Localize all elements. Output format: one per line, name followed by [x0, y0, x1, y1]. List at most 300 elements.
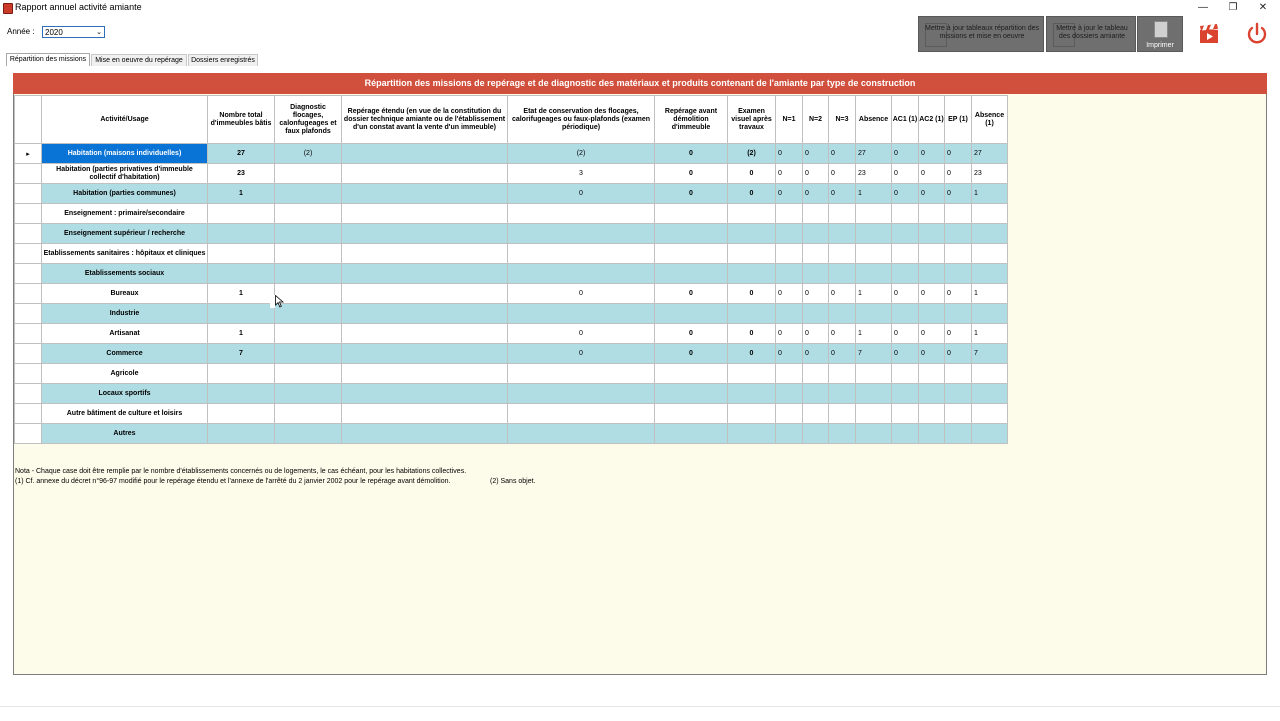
cell-reperage-etendu[interactable] — [342, 204, 508, 224]
cell-n1[interactable]: 0 — [776, 164, 803, 184]
cell-ep[interactable] — [945, 244, 972, 264]
cell-etat-conservation[interactable] — [508, 404, 655, 424]
cell-etat-conservation[interactable] — [508, 424, 655, 444]
cell-n3[interactable] — [829, 424, 856, 444]
cell-activite[interactable]: Artisanat — [42, 324, 208, 344]
cell-n1[interactable] — [776, 404, 803, 424]
cell-ac1[interactable] — [892, 264, 919, 284]
cell-absence-2[interactable] — [972, 424, 1008, 444]
cell-absence[interactable] — [856, 364, 892, 384]
cell-activite[interactable]: Locaux sportifs — [42, 384, 208, 404]
cell-reperage-etendu[interactable] — [342, 304, 508, 324]
col-examen-visuel[interactable]: Examen visuel après travaux — [728, 96, 776, 144]
cell-absence[interactable]: 7 — [856, 344, 892, 364]
cell-n3[interactable]: 0 — [829, 284, 856, 304]
table-row[interactable] — [15, 164, 1008, 184]
cell-ac2[interactable] — [919, 424, 945, 444]
cell-examen-visuel[interactable] — [728, 384, 776, 404]
cell-n2[interactable]: 0 — [803, 144, 829, 164]
cell-absence-2[interactable] — [972, 384, 1008, 404]
cell-n3[interactable] — [829, 364, 856, 384]
cell-absence[interactable] — [856, 424, 892, 444]
cell-n3[interactable] — [829, 304, 856, 324]
cell-n3[interactable]: 0 — [829, 184, 856, 204]
cell-ac2[interactable]: 0 — [919, 144, 945, 164]
cell-reperage-demolition[interactable] — [655, 404, 728, 424]
cell-reperage-demolition[interactable]: 0 — [655, 184, 728, 204]
cell-reperage-etendu[interactable] — [342, 344, 508, 364]
cell-ep[interactable] — [945, 304, 972, 324]
cell-ep[interactable]: 0 — [945, 284, 972, 304]
mouse-cursor-icon — [270, 295, 284, 308]
cell-activite[interactable]: Industrie — [42, 304, 208, 324]
power-icon[interactable] — [1245, 22, 1269, 46]
cell-ac1[interactable]: 0 — [892, 184, 919, 204]
cell-n2[interactable] — [803, 264, 829, 284]
cell-etat-conservation[interactable]: 0 — [508, 284, 655, 304]
cell-absence-2[interactable] — [972, 264, 1008, 284]
cell-n2[interactable] — [803, 384, 829, 404]
cell-diagnostic[interactable] — [275, 364, 342, 384]
year-select[interactable] — [42, 26, 105, 38]
cell-absence[interactable]: 27 — [856, 144, 892, 164]
cell-etat-conservation[interactable]: (2) — [508, 144, 655, 164]
cell-diagnostic[interactable] — [275, 224, 342, 244]
cell-ac1[interactable]: 0 — [892, 324, 919, 344]
row-pointer-icon[interactable]: ▸ — [15, 144, 42, 164]
cell-ac2[interactable] — [919, 384, 945, 404]
cell-total[interactable] — [208, 304, 275, 324]
cell-diagnostic[interactable] — [275, 284, 342, 304]
table-row[interactable] — [15, 204, 1008, 224]
cell-n1[interactable] — [776, 424, 803, 444]
row-header[interactable] — [15, 384, 42, 404]
print-label: Imprimer — [1146, 42, 1174, 49]
cell-ac2[interactable] — [919, 204, 945, 224]
chevron-down-icon: ⌄ — [96, 29, 102, 36]
year-value: 2020 — [45, 28, 63, 37]
cell-etat-conservation[interactable] — [508, 224, 655, 244]
cell-reperage-etendu[interactable] — [342, 264, 508, 284]
cell-reperage-etendu[interactable] — [342, 424, 508, 444]
cell-n1[interactable] — [776, 204, 803, 224]
cell-absence[interactable] — [856, 244, 892, 264]
cell-ac1[interactable] — [892, 424, 919, 444]
note-sans-objet: (2) Sans objet. — [490, 478, 536, 485]
table-row[interactable] — [15, 404, 1008, 424]
cell-examen-visuel[interactable] — [728, 224, 776, 244]
table-banner: Répartition des missions de repérage et de diagnostic des matériaux et produits contenant de l'amiante par type de construction — [13, 73, 1267, 94]
row-header[interactable] — [15, 304, 42, 324]
cell-ac1[interactable] — [892, 224, 919, 244]
cell-n3[interactable]: 0 — [829, 324, 856, 344]
cell-examen-visuel[interactable]: 0 — [728, 184, 776, 204]
cell-diagnostic[interactable] — [275, 264, 342, 284]
row-header[interactable] — [15, 344, 42, 364]
col-ac2[interactable]: AC2 (1) — [919, 96, 945, 144]
cell-etat-conservation[interactable]: 0 — [508, 324, 655, 344]
cell-examen-visuel[interactable] — [728, 204, 776, 224]
cell-diagnostic[interactable] — [275, 164, 342, 184]
cell-n2[interactable]: 0 — [803, 344, 829, 364]
cell-n1[interactable] — [776, 304, 803, 324]
cell-total[interactable] — [208, 404, 275, 424]
cell-examen-visuel[interactable] — [728, 424, 776, 444]
table-row[interactable] — [15, 284, 1008, 304]
cell-absence-2[interactable] — [972, 364, 1008, 384]
cell-etat-conservation[interactable]: 3 — [508, 164, 655, 184]
cell-n3[interactable]: 0 — [829, 144, 856, 164]
cell-etat-conservation[interactable] — [508, 204, 655, 224]
cell-ac1[interactable] — [892, 404, 919, 424]
cell-reperage-demolition[interactable] — [655, 364, 728, 384]
cell-total[interactable]: 1 — [208, 324, 275, 344]
cell-ep[interactable] — [945, 404, 972, 424]
cell-absence-2[interactable]: 23 — [972, 164, 1008, 184]
row-header[interactable] — [15, 204, 42, 224]
col-n2[interactable]: N=2 — [803, 96, 829, 144]
cell-activite[interactable]: Autres — [42, 424, 208, 444]
update-dossiers-button[interactable] — [1046, 16, 1136, 52]
table-row[interactable] — [15, 424, 1008, 444]
cell-total[interactable] — [208, 264, 275, 284]
cell-total[interactable]: 27 — [208, 144, 275, 164]
cell-total[interactable] — [208, 424, 275, 444]
cell-reperage-demolition[interactable] — [655, 384, 728, 404]
cell-absence[interactable] — [856, 204, 892, 224]
cell-reperage-etendu[interactable] — [342, 164, 508, 184]
cell-reperage-etendu[interactable] — [342, 384, 508, 404]
cell-reperage-etendu[interactable] — [342, 284, 508, 304]
table-row[interactable] — [15, 304, 1008, 324]
cell-etat-conservation[interactable] — [508, 384, 655, 404]
cell-reperage-demolition[interactable] — [655, 204, 728, 224]
col-total[interactable]: Nombre total d'immeubles bâtis — [208, 96, 275, 144]
table-row[interactable] — [15, 244, 1008, 264]
row-header[interactable] — [15, 424, 42, 444]
cell-etat-conservation[interactable] — [508, 244, 655, 264]
cell-absence-2[interactable] — [972, 244, 1008, 264]
cell-diagnostic[interactable]: (2) — [275, 144, 342, 164]
cell-absence-2[interactable]: 1 — [972, 184, 1008, 204]
table-row[interactable] — [15, 384, 1008, 404]
cell-ep[interactable] — [945, 264, 972, 284]
cell-activite[interactable]: Enseignement : primaire/secondaire — [42, 204, 208, 224]
cell-total[interactable]: 1 — [208, 284, 275, 304]
cell-n2[interactable] — [803, 224, 829, 244]
cell-n2[interactable] — [803, 424, 829, 444]
cell-absence-2[interactable]: 7 — [972, 344, 1008, 364]
header-row — [15, 96, 1008, 144]
cell-n2[interactable] — [803, 364, 829, 384]
row-header[interactable] — [15, 324, 42, 344]
cell-absence[interactable] — [856, 404, 892, 424]
cell-activite[interactable]: Autre bâtiment de culture et loisirs — [42, 404, 208, 424]
cell-etat-conservation[interactable]: 0 — [508, 184, 655, 204]
cell-ac1[interactable] — [892, 364, 919, 384]
col-reperage-demolition[interactable]: Repérage avant démolition d'immeuble — [655, 96, 728, 144]
col-etat-conservation[interactable]: Etat de conservation des flocages, calorifugeages ou faux-plafonds (examen périodique) — [508, 96, 655, 144]
cell-n3[interactable] — [829, 244, 856, 264]
cell-activite[interactable]: Enseignement supérieur / recherche — [42, 224, 208, 244]
table-row[interactable] — [15, 264, 1008, 284]
cell-ep[interactable]: 0 — [945, 164, 972, 184]
cell-total[interactable] — [208, 364, 275, 384]
cell-examen-visuel[interactable]: (2) — [728, 144, 776, 164]
cell-examen-visuel[interactable] — [728, 364, 776, 384]
col-ac1[interactable]: AC1 (1) — [892, 96, 919, 144]
cell-activite[interactable]: Etablissements sociaux — [42, 264, 208, 284]
cell-absence[interactable] — [856, 304, 892, 324]
table-row[interactable] — [15, 344, 1008, 364]
row-header[interactable] — [15, 164, 42, 184]
cell-absence[interactable]: 23 — [856, 164, 892, 184]
table-row[interactable] — [15, 224, 1008, 244]
cell-absence-2[interactable] — [972, 224, 1008, 244]
cell-total[interactable]: 23 — [208, 164, 275, 184]
cell-diagnostic[interactable] — [275, 424, 342, 444]
status-strip — [0, 706, 1280, 721]
tab-repartition[interactable]: Répartition des missions — [6, 53, 90, 66]
tab-dossiers[interactable]: Dossiers enregistrés — [188, 54, 258, 66]
cell-ac1[interactable] — [892, 304, 919, 324]
cell-ep[interactable] — [945, 224, 972, 244]
cell-ac1[interactable]: 0 — [892, 344, 919, 364]
cell-etat-conservation[interactable] — [508, 304, 655, 324]
cell-ac1[interactable]: 0 — [892, 144, 919, 164]
cell-n3[interactable] — [829, 264, 856, 284]
cell-ac1[interactable] — [892, 384, 919, 404]
row-header[interactable] — [15, 364, 42, 384]
cell-n3[interactable]: 0 — [829, 164, 856, 184]
cell-reperage-demolition[interactable] — [655, 424, 728, 444]
missions-grid[interactable] — [14, 95, 1008, 444]
cell-ac2[interactable] — [919, 224, 945, 244]
cell-ep[interactable]: 0 — [945, 184, 972, 204]
cell-activite[interactable]: Agricole — [42, 364, 208, 384]
cell-reperage-demolition[interactable]: 0 — [655, 144, 728, 164]
cell-n1[interactable] — [776, 244, 803, 264]
minimize-icon[interactable]: — — [1198, 2, 1208, 13]
cell-diagnostic[interactable] — [275, 344, 342, 364]
cell-reperage-etendu[interactable] — [342, 184, 508, 204]
table-row[interactable] — [15, 184, 1008, 204]
cell-ac1[interactable]: 0 — [892, 164, 919, 184]
cell-etat-conservation[interactable] — [508, 264, 655, 284]
update-missions-label: Mettre à jour tableaux répartition des missions et mise en oeuvre — [925, 25, 1040, 40]
cell-diagnostic[interactable] — [275, 204, 342, 224]
cell-n2[interactable] — [803, 304, 829, 324]
cell-ac2[interactable] — [919, 404, 945, 424]
cell-reperage-etendu[interactable] — [342, 244, 508, 264]
cell-total[interactable]: 1 — [208, 184, 275, 204]
cell-absence[interactable]: 1 — [856, 324, 892, 344]
col-diagnostic[interactable]: Diagnostic flocages, calonfugeages et faux plafonds — [275, 96, 342, 144]
close-icon[interactable]: ✕ — [1258, 2, 1268, 13]
update-dossiers-label: Mettre à jour le tableau des dossiers amiante — [1056, 25, 1128, 40]
cell-etat-conservation[interactable] — [508, 364, 655, 384]
maximize-icon[interactable]: ❐ — [1228, 2, 1238, 13]
cell-diagnostic[interactable] — [275, 404, 342, 424]
cell-examen-visuel[interactable] — [728, 264, 776, 284]
cell-absence[interactable]: 1 — [856, 284, 892, 304]
cell-activite[interactable]: Habitation (parties privatives d'immeuble collectif d'habitation) — [42, 164, 208, 184]
table-row[interactable] — [15, 364, 1008, 384]
cell-reperage-demolition[interactable] — [655, 264, 728, 284]
cell-ac2[interactable] — [919, 364, 945, 384]
cell-ep[interactable] — [945, 204, 972, 224]
app-icon — [3, 3, 13, 14]
cell-reperage-demolition[interactable]: 0 — [655, 324, 728, 344]
cell-etat-conservation[interactable]: 0 — [508, 344, 655, 364]
cell-absence-2[interactable] — [972, 404, 1008, 424]
row-header-corner — [15, 96, 42, 144]
cell-n3[interactable]: 0 — [829, 344, 856, 364]
film-icon[interactable] — [1199, 24, 1219, 44]
cell-examen-visuel[interactable] — [728, 244, 776, 264]
cell-diagnostic[interactable] — [275, 244, 342, 264]
cell-n1[interactable]: 0 — [776, 284, 803, 304]
col-n3[interactable]: N=3 — [829, 96, 856, 144]
cell-examen-visuel[interactable]: 0 — [728, 344, 776, 364]
cell-ep[interactable]: 0 — [945, 324, 972, 344]
cell-examen-visuel[interactable]: 0 — [728, 164, 776, 184]
cell-n1[interactable] — [776, 264, 803, 284]
cell-n2[interactable]: 0 — [803, 164, 829, 184]
cell-n3[interactable] — [829, 384, 856, 404]
cell-examen-visuel[interactable] — [728, 304, 776, 324]
cell-reperage-demolition[interactable] — [655, 224, 728, 244]
cell-ac2[interactable]: 0 — [919, 284, 945, 304]
title-bar — [0, 0, 1280, 16]
col-activite[interactable]: Activité/Usage — [42, 96, 208, 144]
cell-n3[interactable] — [829, 204, 856, 224]
cell-total[interactable] — [208, 384, 275, 404]
cell-total[interactable] — [208, 244, 275, 264]
cell-absence[interactable] — [856, 224, 892, 244]
table-row[interactable] — [15, 144, 1008, 164]
row-header[interactable] — [15, 184, 42, 204]
cell-n3[interactable] — [829, 404, 856, 424]
cell-activite[interactable]: Commerce — [42, 344, 208, 364]
cell-n1[interactable]: 0 — [776, 184, 803, 204]
cell-ep[interactable]: 0 — [945, 144, 972, 164]
cell-reperage-etendu[interactable] — [342, 224, 508, 244]
cell-reperage-etendu[interactable] — [342, 324, 508, 344]
row-header[interactable] — [15, 264, 42, 284]
year-label: Année : — [7, 27, 35, 36]
cell-n1[interactable]: 0 — [776, 324, 803, 344]
cell-absence-2[interactable] — [972, 304, 1008, 324]
col-absence[interactable]: Absence — [856, 96, 892, 144]
cell-n2[interactable] — [803, 204, 829, 224]
cell-reperage-demolition[interactable] — [655, 244, 728, 264]
note-line-2: (1) Cf. annexe du décret n°96-97 modifié pour le repérage étendu et l'annexe de l'arrêté du 2 janvier 2002 pour le repérage avant démolition. — [15, 478, 451, 485]
cell-ac1[interactable] — [892, 204, 919, 224]
cell-reperage-demolition[interactable] — [655, 304, 728, 324]
update-missions-button[interactable] — [918, 16, 1044, 52]
cell-n2[interactable] — [803, 404, 829, 424]
cell-n1[interactable] — [776, 364, 803, 384]
cell-diagnostic[interactable] — [275, 324, 342, 344]
cell-ac2[interactable] — [919, 244, 945, 264]
cell-ac2[interactable]: 0 — [919, 184, 945, 204]
row-header[interactable] — [15, 224, 42, 244]
cell-n2[interactable]: 0 — [803, 324, 829, 344]
cell-n1[interactable] — [776, 384, 803, 404]
cell-activite[interactable]: Habitation (maisons individuelles) — [42, 144, 208, 164]
cell-absence-2[interactable] — [972, 204, 1008, 224]
cell-total[interactable] — [208, 204, 275, 224]
row-header[interactable] — [15, 404, 42, 424]
row-header[interactable] — [15, 244, 42, 264]
cell-activite[interactable]: Etablissements sanitaires : hôpitaux et cliniques — [42, 244, 208, 264]
cell-activite[interactable]: Bureaux — [42, 284, 208, 304]
cell-absence-2[interactable]: 1 — [972, 284, 1008, 304]
row-header[interactable] — [15, 284, 42, 304]
cell-ac2[interactable]: 0 — [919, 324, 945, 344]
table-row[interactable] — [15, 324, 1008, 344]
cell-ep[interactable] — [945, 424, 972, 444]
cell-ep[interactable] — [945, 384, 972, 404]
print-button[interactable] — [1137, 16, 1183, 52]
cell-diagnostic[interactable] — [275, 384, 342, 404]
cell-absence[interactable]: 1 — [856, 184, 892, 204]
cell-ac2[interactable]: 0 — [919, 344, 945, 364]
tab-mise-en-oeuvre[interactable]: Mise en oeuvre du repérage — [91, 54, 187, 66]
cell-absence[interactable] — [856, 264, 892, 284]
cell-examen-visuel[interactable] — [728, 404, 776, 424]
window-title: Rapport annuel activité amiante — [15, 2, 142, 12]
col-absence-2[interactable]: Absence (1) — [972, 96, 1008, 144]
cell-ac2[interactable]: 0 — [919, 164, 945, 184]
cell-absence-2[interactable]: 1 — [972, 324, 1008, 344]
col-ep[interactable]: EP (1) — [945, 96, 972, 144]
cell-reperage-demolition[interactable]: 0 — [655, 164, 728, 184]
col-n1[interactable]: N=1 — [776, 96, 803, 144]
cell-ep[interactable] — [945, 364, 972, 384]
cell-total[interactable] — [208, 224, 275, 244]
cell-absence-2[interactable]: 27 — [972, 144, 1008, 164]
cell-activite[interactable]: Habitation (parties communes) — [42, 184, 208, 204]
cell-absence[interactable] — [856, 384, 892, 404]
cell-diagnostic[interactable] — [275, 184, 342, 204]
cell-n2[interactable]: 0 — [803, 284, 829, 304]
cell-ac2[interactable] — [919, 264, 945, 284]
cell-ac2[interactable] — [919, 304, 945, 324]
cell-reperage-etendu[interactable] — [342, 404, 508, 424]
cell-ac1[interactable] — [892, 244, 919, 264]
cell-ac1[interactable]: 0 — [892, 284, 919, 304]
cell-reperage-etendu[interactable] — [342, 144, 508, 164]
cell-examen-visuel[interactable]: 0 — [728, 324, 776, 344]
cell-n2[interactable]: 0 — [803, 184, 829, 204]
cell-n1[interactable] — [776, 224, 803, 244]
cell-n1[interactable]: 0 — [776, 144, 803, 164]
cell-n3[interactable] — [829, 224, 856, 244]
cell-reperage-etendu[interactable] — [342, 364, 508, 384]
cell-ep[interactable]: 0 — [945, 344, 972, 364]
col-reperage-etendu[interactable]: Repérage étendu (en vue de la constitution du dossier technique amiante ou de l'établissement d'un constat avant la vente d'un immeuble) — [342, 96, 508, 144]
cell-total[interactable]: 7 — [208, 344, 275, 364]
cell-examen-visuel[interactable]: 0 — [728, 284, 776, 304]
cell-reperage-demolition[interactable]: 0 — [655, 344, 728, 364]
print-icon — [1154, 21, 1168, 38]
cell-diagnostic[interactable] — [275, 304, 342, 324]
cell-n2[interactable] — [803, 244, 829, 264]
cell-n1[interactable]: 0 — [776, 344, 803, 364]
cell-reperage-demolition[interactable]: 0 — [655, 284, 728, 304]
